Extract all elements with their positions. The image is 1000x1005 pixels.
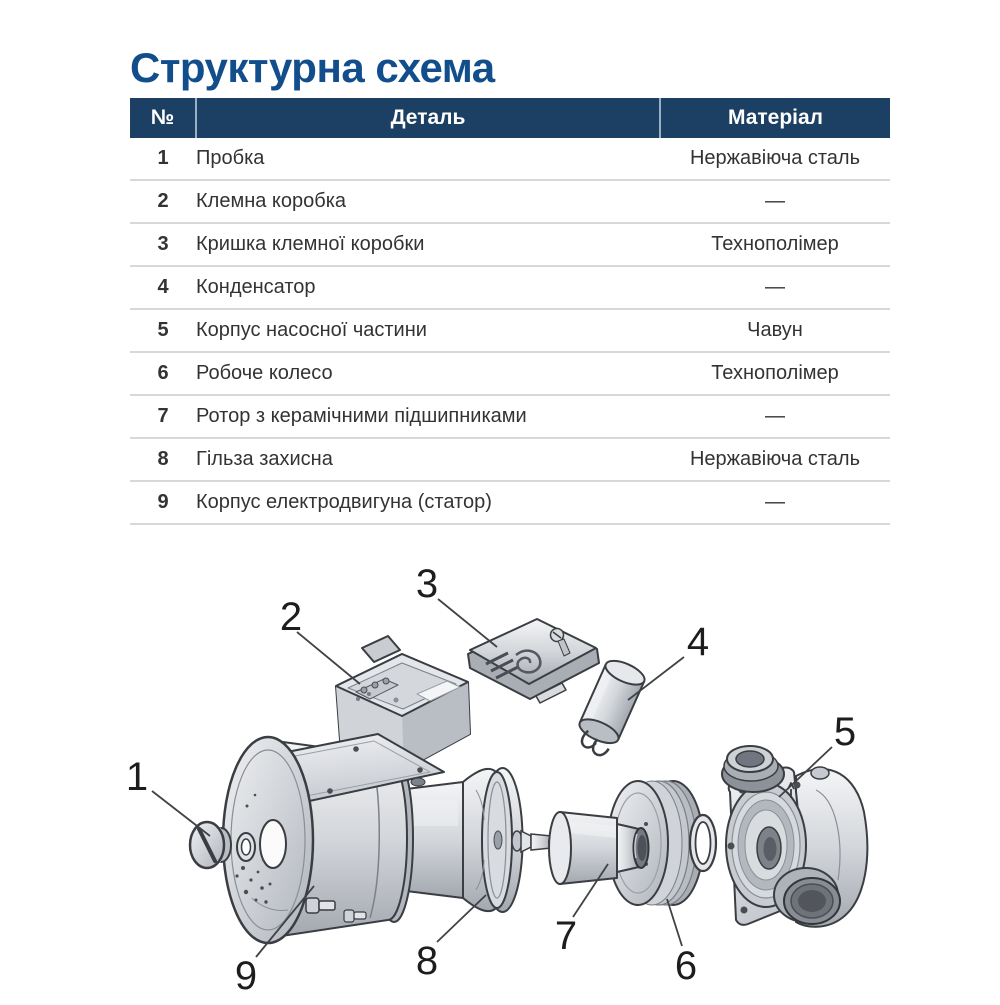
- leader-line-1: [152, 791, 210, 836]
- diagram-label-7: 7: [554, 914, 578, 958]
- row-part: Кришка клемної коробки: [196, 223, 660, 266]
- row-material: Технополімер: [660, 223, 890, 266]
- row-part: Корпус насосної частини: [196, 309, 660, 352]
- row-num: 6: [130, 352, 196, 395]
- protective-sleeve-drawing: [398, 768, 523, 912]
- motor-body-drawing: [223, 734, 444, 943]
- diagram-label-2: 2: [279, 595, 303, 639]
- header-num: №: [130, 98, 196, 138]
- row-part: Ротор з керамічними підшипниками: [196, 395, 660, 438]
- diagram-label-6: 6: [674, 944, 698, 988]
- table-row: [130, 180, 890, 223]
- row-material: —: [660, 395, 890, 438]
- o-ring-drawing: [690, 815, 716, 871]
- leader-line-2: [297, 632, 360, 684]
- row-num: 2: [130, 180, 196, 223]
- page-title: Структурна схема: [130, 44, 495, 92]
- row-material: Нержавіюча сталь: [660, 138, 890, 180]
- parts-table: [130, 98, 890, 525]
- leader-line-6: [667, 899, 682, 946]
- washer-drawing: [237, 833, 255, 861]
- terminal-box-cover-drawing: [468, 619, 599, 703]
- row-part: Клемна коробка: [196, 180, 660, 223]
- diagram-label-9: 9: [234, 954, 258, 998]
- row-material: —: [660, 180, 890, 223]
- diagram-label-4: 4: [686, 620, 710, 664]
- table-row: [130, 352, 890, 395]
- row-num: 4: [130, 266, 196, 309]
- row-part: Гільза захисна: [196, 438, 660, 481]
- row-material: Технополімер: [660, 352, 890, 395]
- row-num: 7: [130, 395, 196, 438]
- header-material: Матеріал: [660, 98, 890, 138]
- diagram-label-3: 3: [415, 562, 439, 606]
- row-num: 8: [130, 438, 196, 481]
- row-material: Нержавіюча сталь: [660, 438, 890, 481]
- table-row: [130, 223, 890, 266]
- row-part: Корпус електродвигуна (статор): [196, 481, 660, 524]
- diagram-label-5: 5: [833, 710, 857, 754]
- row-material: —: [660, 481, 890, 524]
- pump-exploded-svg: [0, 550, 1000, 1000]
- table-row: [130, 138, 890, 180]
- table-header-row: [130, 98, 890, 138]
- pump-housing-drawing: [722, 746, 867, 927]
- row-material: —: [660, 266, 890, 309]
- row-part: Конденсатор: [196, 266, 660, 309]
- table-row: [130, 266, 890, 309]
- table-row: [130, 309, 890, 352]
- row-part: Пробка: [196, 138, 660, 180]
- header-part: Деталь: [196, 98, 660, 138]
- row-num: 3: [130, 223, 196, 266]
- row-num: 1: [130, 138, 196, 180]
- leader-line-3: [438, 599, 497, 647]
- diagram-label-1: 1: [125, 755, 149, 799]
- table-row: [130, 481, 890, 524]
- diagram-label-8: 8: [415, 939, 439, 983]
- plug-drawing: [190, 822, 231, 868]
- row-part: Робоче колесо: [196, 352, 660, 395]
- exploded-view-diagram: [0, 550, 1000, 1000]
- table-row: [130, 438, 890, 481]
- table-row: [130, 395, 890, 438]
- row-num: 9: [130, 481, 196, 524]
- row-num: 5: [130, 309, 196, 352]
- leader-line-8: [437, 895, 486, 942]
- row-material: Чавун: [660, 309, 890, 352]
